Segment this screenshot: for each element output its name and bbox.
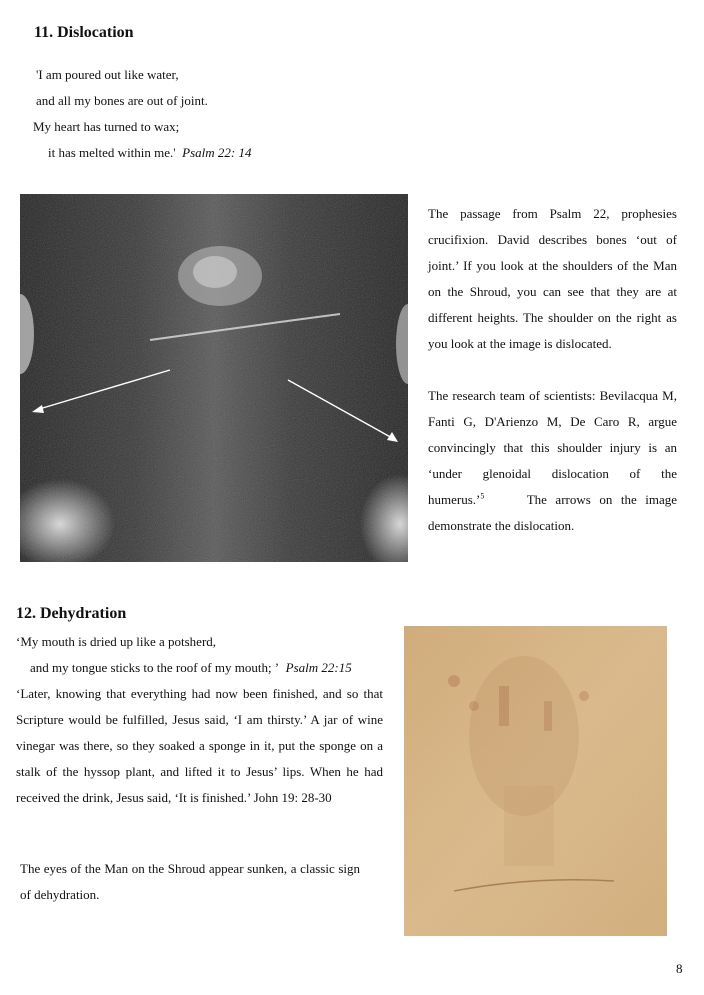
arrows-note: The arrows on the image demonstrate the dislocation. xyxy=(428,492,677,533)
verse2-text: and my tongue sticks to the roof of my mouth; ’ xyxy=(30,660,280,675)
verse-line-2: and all my bones are out of joint. xyxy=(36,93,208,108)
verse-line-3: My heart has turned to wax; xyxy=(33,119,180,134)
paragraph-psalm-prophecy: The passage from Psalm 22, prophesies crucifixion. David describes bones ‘out of joint.’ If you look at the shoulders of the Man on the Shroud, you can see that they are at different heights. The shoulder on the right as you look at the image is dislocated. xyxy=(428,206,677,351)
section-heading-dehydration: 12. Dehydration xyxy=(16,605,127,622)
footnote-marker: 5 xyxy=(480,491,485,501)
verse-reference: Psalm 22: 14 xyxy=(182,145,252,160)
dehydration-conclusion: The eyes of the Man on the Shroud appear sunken, a classic sign of dehydration. xyxy=(20,861,360,902)
verse-line-1: 'I am poured out like water, xyxy=(36,67,179,82)
shroud-xray-image xyxy=(20,194,408,562)
verse-text: it has melted within me.' xyxy=(48,145,176,160)
section-heading-dislocation: 11. Dislocation xyxy=(34,24,134,41)
research-text: The research team of scientists: Bevilacqua M, Fanti G, D'Arienzo M, De Caro R, argue convincingly that this shoulder injury is an ‘under glenoidal dislocation of the humerus.’ xyxy=(428,388,677,507)
verse2-line-2 xyxy=(30,660,352,676)
page-number: 8 xyxy=(676,961,683,976)
dislocation-explanation xyxy=(428,201,677,539)
verse2-reference: Psalm 22:15 xyxy=(285,660,352,675)
paragraph-research xyxy=(428,383,677,539)
shroud-face-image xyxy=(404,626,667,936)
verse2-line-1: ‘My mouth is dried up like a potsherd, xyxy=(16,634,217,649)
verse-line-4 xyxy=(48,145,251,161)
john-passage: ‘Later, knowing that everything had now been finished, and so that Scripture would be fulfilled, Jesus said, ‘I am thirsty.’ A jar of wine vinegar was there, so they soaked a sponge in it, put the sponge on a stalk of the hyssop plant, and lifted it to Jesus’ lips. When he had received the drink, Jesus said, ‘It is finished.’ John 19: 28-30 xyxy=(16,686,383,805)
